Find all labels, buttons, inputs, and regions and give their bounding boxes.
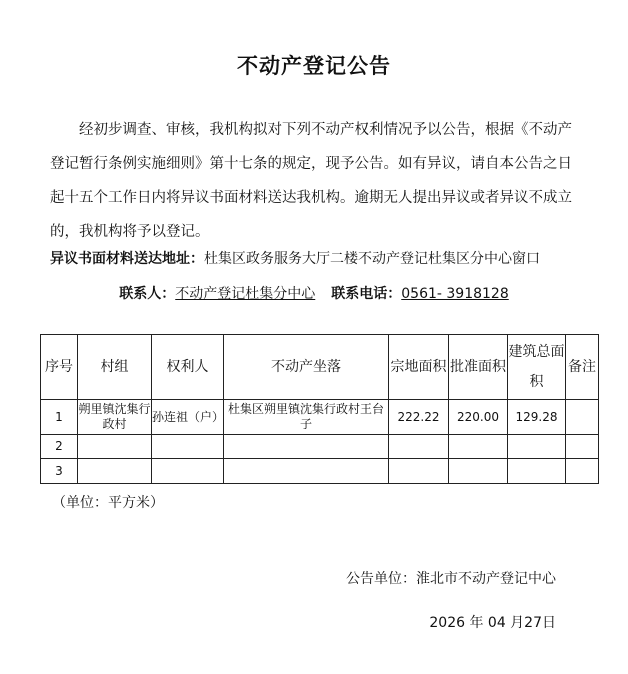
cell-no: 1 (41, 400, 78, 435)
cell-building-area (508, 435, 566, 459)
cell-remarks (566, 459, 599, 484)
unit-note: （单位：平方米） (52, 495, 164, 511)
contact-person-label: 联系人： (119, 286, 176, 302)
objection-address-label: 异议书面材料送达地址： (50, 251, 204, 267)
cell-approved-area (449, 435, 508, 459)
cell-village: 朔里镇沈集行政村 (78, 400, 152, 435)
cell-building-area: 129.28 (508, 400, 566, 435)
table-row (41, 435, 599, 459)
header-cell-location: 不动产坐落 (224, 335, 389, 400)
contact-line (0, 283, 628, 303)
contact-person-value: 不动产登记杜集分中心 (175, 286, 316, 302)
page-title: 不动产登记公告 (237, 54, 391, 78)
cell-owner: 孙连祖（户） (152, 400, 224, 435)
cell-location: 杜集区朔里镇沈集行政村王台子 (224, 400, 389, 435)
header-cell-building-area: 建筑总面积 (508, 335, 566, 400)
objection-address-value: 杜集区政务服务大厅二楼不动产登记杜集区分中心窗口 (204, 251, 540, 267)
cell-location (224, 459, 389, 484)
header-cell-land-area: 宗地面积 (389, 335, 449, 400)
cell-approved-area (449, 459, 508, 484)
cell-owner (152, 459, 224, 484)
registration-table (40, 334, 599, 484)
table-row (41, 459, 599, 484)
table-header-row (41, 335, 599, 400)
cell-village (78, 459, 152, 484)
objection-address (50, 248, 610, 268)
issuing-unit: 公告单位：淮北市不动产登记中心 (346, 571, 556, 587)
cell-owner (152, 435, 224, 459)
header-cell-approved-area: 批准面积 (449, 335, 508, 400)
announcement-date: 2026 年 04 月27日 (429, 615, 556, 631)
cell-village (78, 435, 152, 459)
table-row (41, 400, 599, 435)
header-cell-owner: 权利人 (152, 335, 224, 400)
cell-location (224, 435, 389, 459)
cell-land-area: 222.22 (389, 400, 449, 435)
contact-phone-value: 0561- 3918128 (401, 286, 509, 302)
cell-no: 3 (41, 459, 78, 484)
contact-phone-label: 联系电话： (331, 286, 402, 302)
cell-building-area (508, 459, 566, 484)
cell-no: 2 (41, 435, 78, 459)
cell-land-area (389, 435, 449, 459)
header-cell-no: 序号 (41, 335, 78, 400)
cell-approved-area: 220.00 (449, 400, 508, 435)
announcement-body: 经初步调查、审核，我机构拟对下列不动产权利情况予以公告，根据《不动产登记暂行条例实施细则》第十七条的规定，现予公告。如有异议，请自本公告之日起十五个工作日内将异议书面材料送达我机构。逾期无人提出异议或者异议不成立的，我机构将予以登记。 (50, 122, 572, 240)
cell-remarks (566, 400, 599, 435)
cell-land-area (389, 459, 449, 484)
header-cell-village: 村组 (78, 335, 152, 400)
cell-remarks (566, 435, 599, 459)
header-cell-remarks: 备注 (566, 335, 599, 400)
